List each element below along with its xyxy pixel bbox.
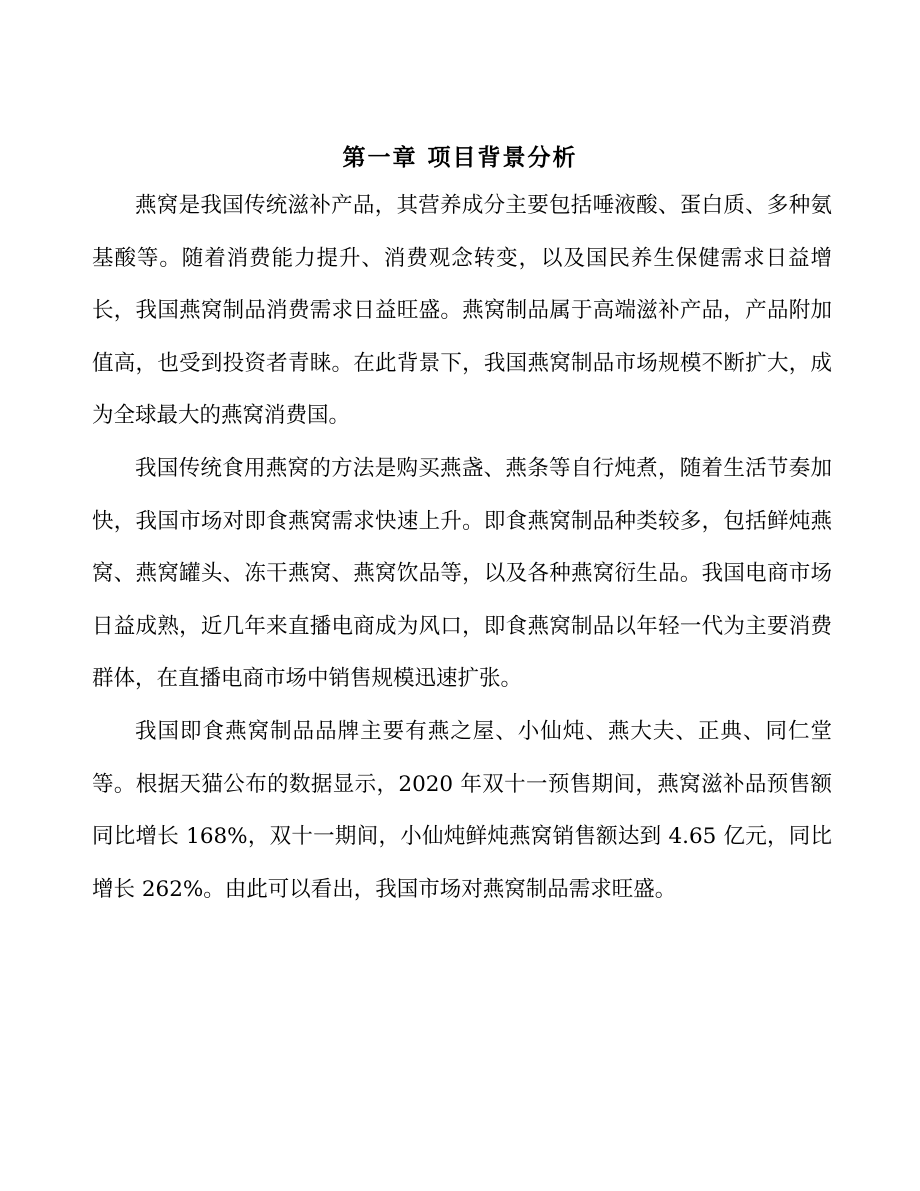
document-body (92, 180, 832, 916)
chapter-title: 第一章 项目背景分析 (342, 145, 578, 171)
paragraph-3: 我国即食燕窝制品品牌主要有燕之屋、小仙炖、燕大夫、正典、同仁堂等。根据天猫公布的数据显示，2020 年双十一预售期间，燕窝滋补品预售额同比增长 168%，双十一期间，小仙炖鲜炖燕窝销售额达到 4.65 亿元，同比增长 262%。由此可以看出，我国市场对燕窝制品需求旺盛。 (92, 718, 832, 902)
paragraph-1: 燕窝是我国传统滋补产品，其营养成分主要包括唾液酸、蛋白质、多种氨基酸等。随着消费能力提升、消费观念转变，以及国民养生保健需求日益增长，我国燕窝制品消费需求日益旺盛。燕窝制品属于高端滋补产品，产品附加值高，也受到投资者青睐。在此背景下，我国燕窝制品市场规模不断扩大，成为全球最大的燕窝消费国。 (92, 193, 832, 429)
paragraph-2: 我国传统食用燕窝的方法是购买燕盏、燕条等自行炖煮，随着生活节奏加快，我国市场对即食燕窝需求快速上升。即食燕窝制品种类较多，包括鲜炖燕窝、燕窝罐头、冻干燕窝、燕窝饮品等，以及各种燕窝衍生品。我国电商市场日益成熟，近几年来直播电商成为风口，即食燕窝制品以年轻一代为主要消费群体，在直播电商市场中销售规模迅速扩张。 (92, 455, 832, 692)
